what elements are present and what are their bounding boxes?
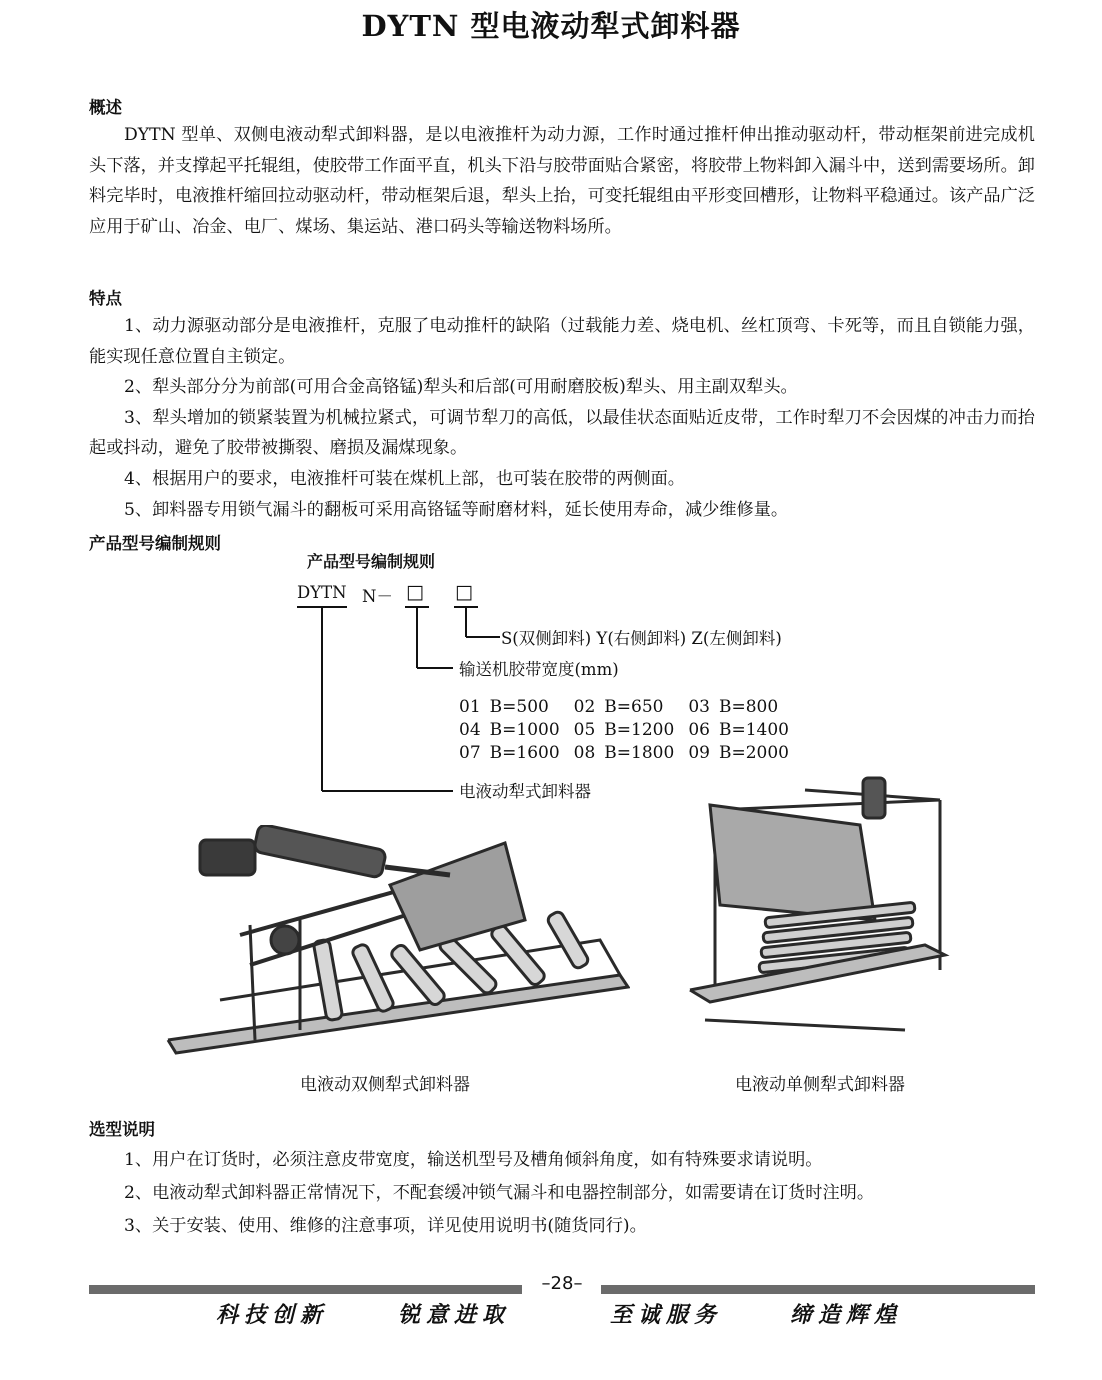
page-number: –28– [541, 1273, 583, 1294]
width-code: 05 [573, 720, 596, 740]
feature-item-3: 3、犁头增加的锁紧装置为机械拉紧式，可调节犁刀的高低，以最佳状态面贴近皮带，工作时犁刀不会因煤的冲击力而抬起或抖动，避免了胶带被撕裂、磨损及漏煤现象。 [89, 407, 1035, 459]
footer-slogan-4: 缔造辉煌 [790, 1302, 903, 1328]
selection-item-2: 2、电液动犁式卸料器正常情况下，不配套缓冲锁气漏斗和电器控制部分，如需要请在订货时注明。 [124, 1183, 875, 1203]
width-row [459, 696, 798, 719]
diagram-title: 产品型号编制规则 [307, 552, 436, 571]
width-value: B=650 [604, 697, 664, 717]
width-value: B=800 [718, 697, 779, 717]
feature-item-4: 4、根据用户的要求，电液推杆可装在煤机上部，也可装在胶带的两侧面。 [124, 468, 685, 489]
side-label: S(双侧卸料) Y(右侧卸料) Z(左侧卸料) [501, 629, 782, 648]
width-row [459, 742, 798, 765]
width-row [459, 719, 798, 742]
single-side-caption: 电液动单侧犁式卸料器 [735, 1075, 905, 1095]
width-value: B=1200 [604, 720, 675, 740]
width-code: 02 [573, 697, 596, 717]
width-code: 04 [459, 720, 481, 740]
double-side-caption: 电液动双侧犁式卸料器 [300, 1075, 470, 1095]
width-code: 07 [459, 743, 481, 763]
model-rule-heading: 产品型号编制规则 [89, 534, 221, 553]
width-value: B=1000 [489, 720, 560, 740]
footer-slogan-3: 至诚服务 [610, 1302, 723, 1328]
features-list [0, 311, 1035, 525]
features-heading: 特点 [89, 289, 122, 308]
width-code: 09 [688, 743, 710, 763]
width-value: B=1400 [718, 720, 789, 740]
code-box-side: □ [455, 581, 473, 603]
double-side-plough-photo [160, 825, 630, 1055]
width-code: 03 [688, 697, 710, 717]
footer-slogan-2: 锐意进取 [398, 1302, 511, 1328]
code-prefix: DYTN [297, 583, 347, 602]
single-side-plough-photo [685, 770, 950, 1045]
overview-heading: 概述 [89, 98, 122, 117]
code-box-width: □ [406, 581, 424, 603]
page-title: DYTN 型电液动犁式卸料器 [361, 9, 741, 43]
width-table [459, 696, 798, 765]
overview-text: DYTN 型单、双侧电液动犁式卸料器，是以电液推杆为动力源，工作时通过推杆伸出推动驱动杆，带动框架前进完成机头下落，并支撑起平托辊组，使胶带工作面平直，机头下沿与胶带面贴合紧密，将胶带上物料卸入漏斗中，送到需要场所。卸料完毕时，电液推杆缩回拉动驱动杆，带动框架后退，犁头上抬，可变托辊组由平形变回槽形，让物料平稳通过。该产品广泛应用于矿山、冶金、电厂、煤场、集运站、港口码头等输送物料场所。 [89, 125, 1035, 237]
width-code: 08 [573, 743, 596, 763]
selection-item-3: 3、关于安装、使用、维修的注意事项，详见使用说明书(随货同行)。 [124, 1216, 647, 1236]
selection-item-1: 1、用户在订货时，必须注意皮带宽度，输送机型号及槽角倾斜角度，如有特殊要求请说明。 [124, 1150, 823, 1170]
width-code: 01 [459, 697, 481, 717]
footer-slogan-1: 科技创新 [216, 1302, 329, 1328]
width-code: 06 [688, 720, 710, 740]
width-value: B=500 [489, 697, 549, 717]
product-label: 电液动犁式卸料器 [459, 782, 591, 801]
width-value: B=1600 [489, 743, 560, 763]
code-n: N－ [362, 587, 393, 606]
feature-item-5: 5、卸料器专用锁气漏斗的翻板可采用高铬锰等耐磨材料，延长使用寿命，减少维修量。 [124, 499, 789, 520]
feature-item-1: 1、动力源驱动部分是电液推杆，克服了电动推杆的缺陷（过载能力差、烧电机、丝杠顶弯、卡死等，而且自锁能力强，能实现任意位置自主锁定。 [89, 316, 1035, 367]
feature-item-2: 2、犁头部分分为前部(可用合金高铬锰)犁头和后部(可用耐磨胶板)犁头、用主副双犁头。 [124, 377, 798, 398]
width-value: B=1800 [604, 743, 675, 763]
selection-list [0, 1144, 946, 1243]
footer-bar-right [601, 1285, 1035, 1294]
footer-bar-left [89, 1285, 522, 1294]
width-value: B=2000 [718, 743, 789, 763]
selection-heading: 选型说明 [89, 1120, 155, 1139]
width-label: 输送机胶带宽度(mm) [459, 660, 619, 679]
